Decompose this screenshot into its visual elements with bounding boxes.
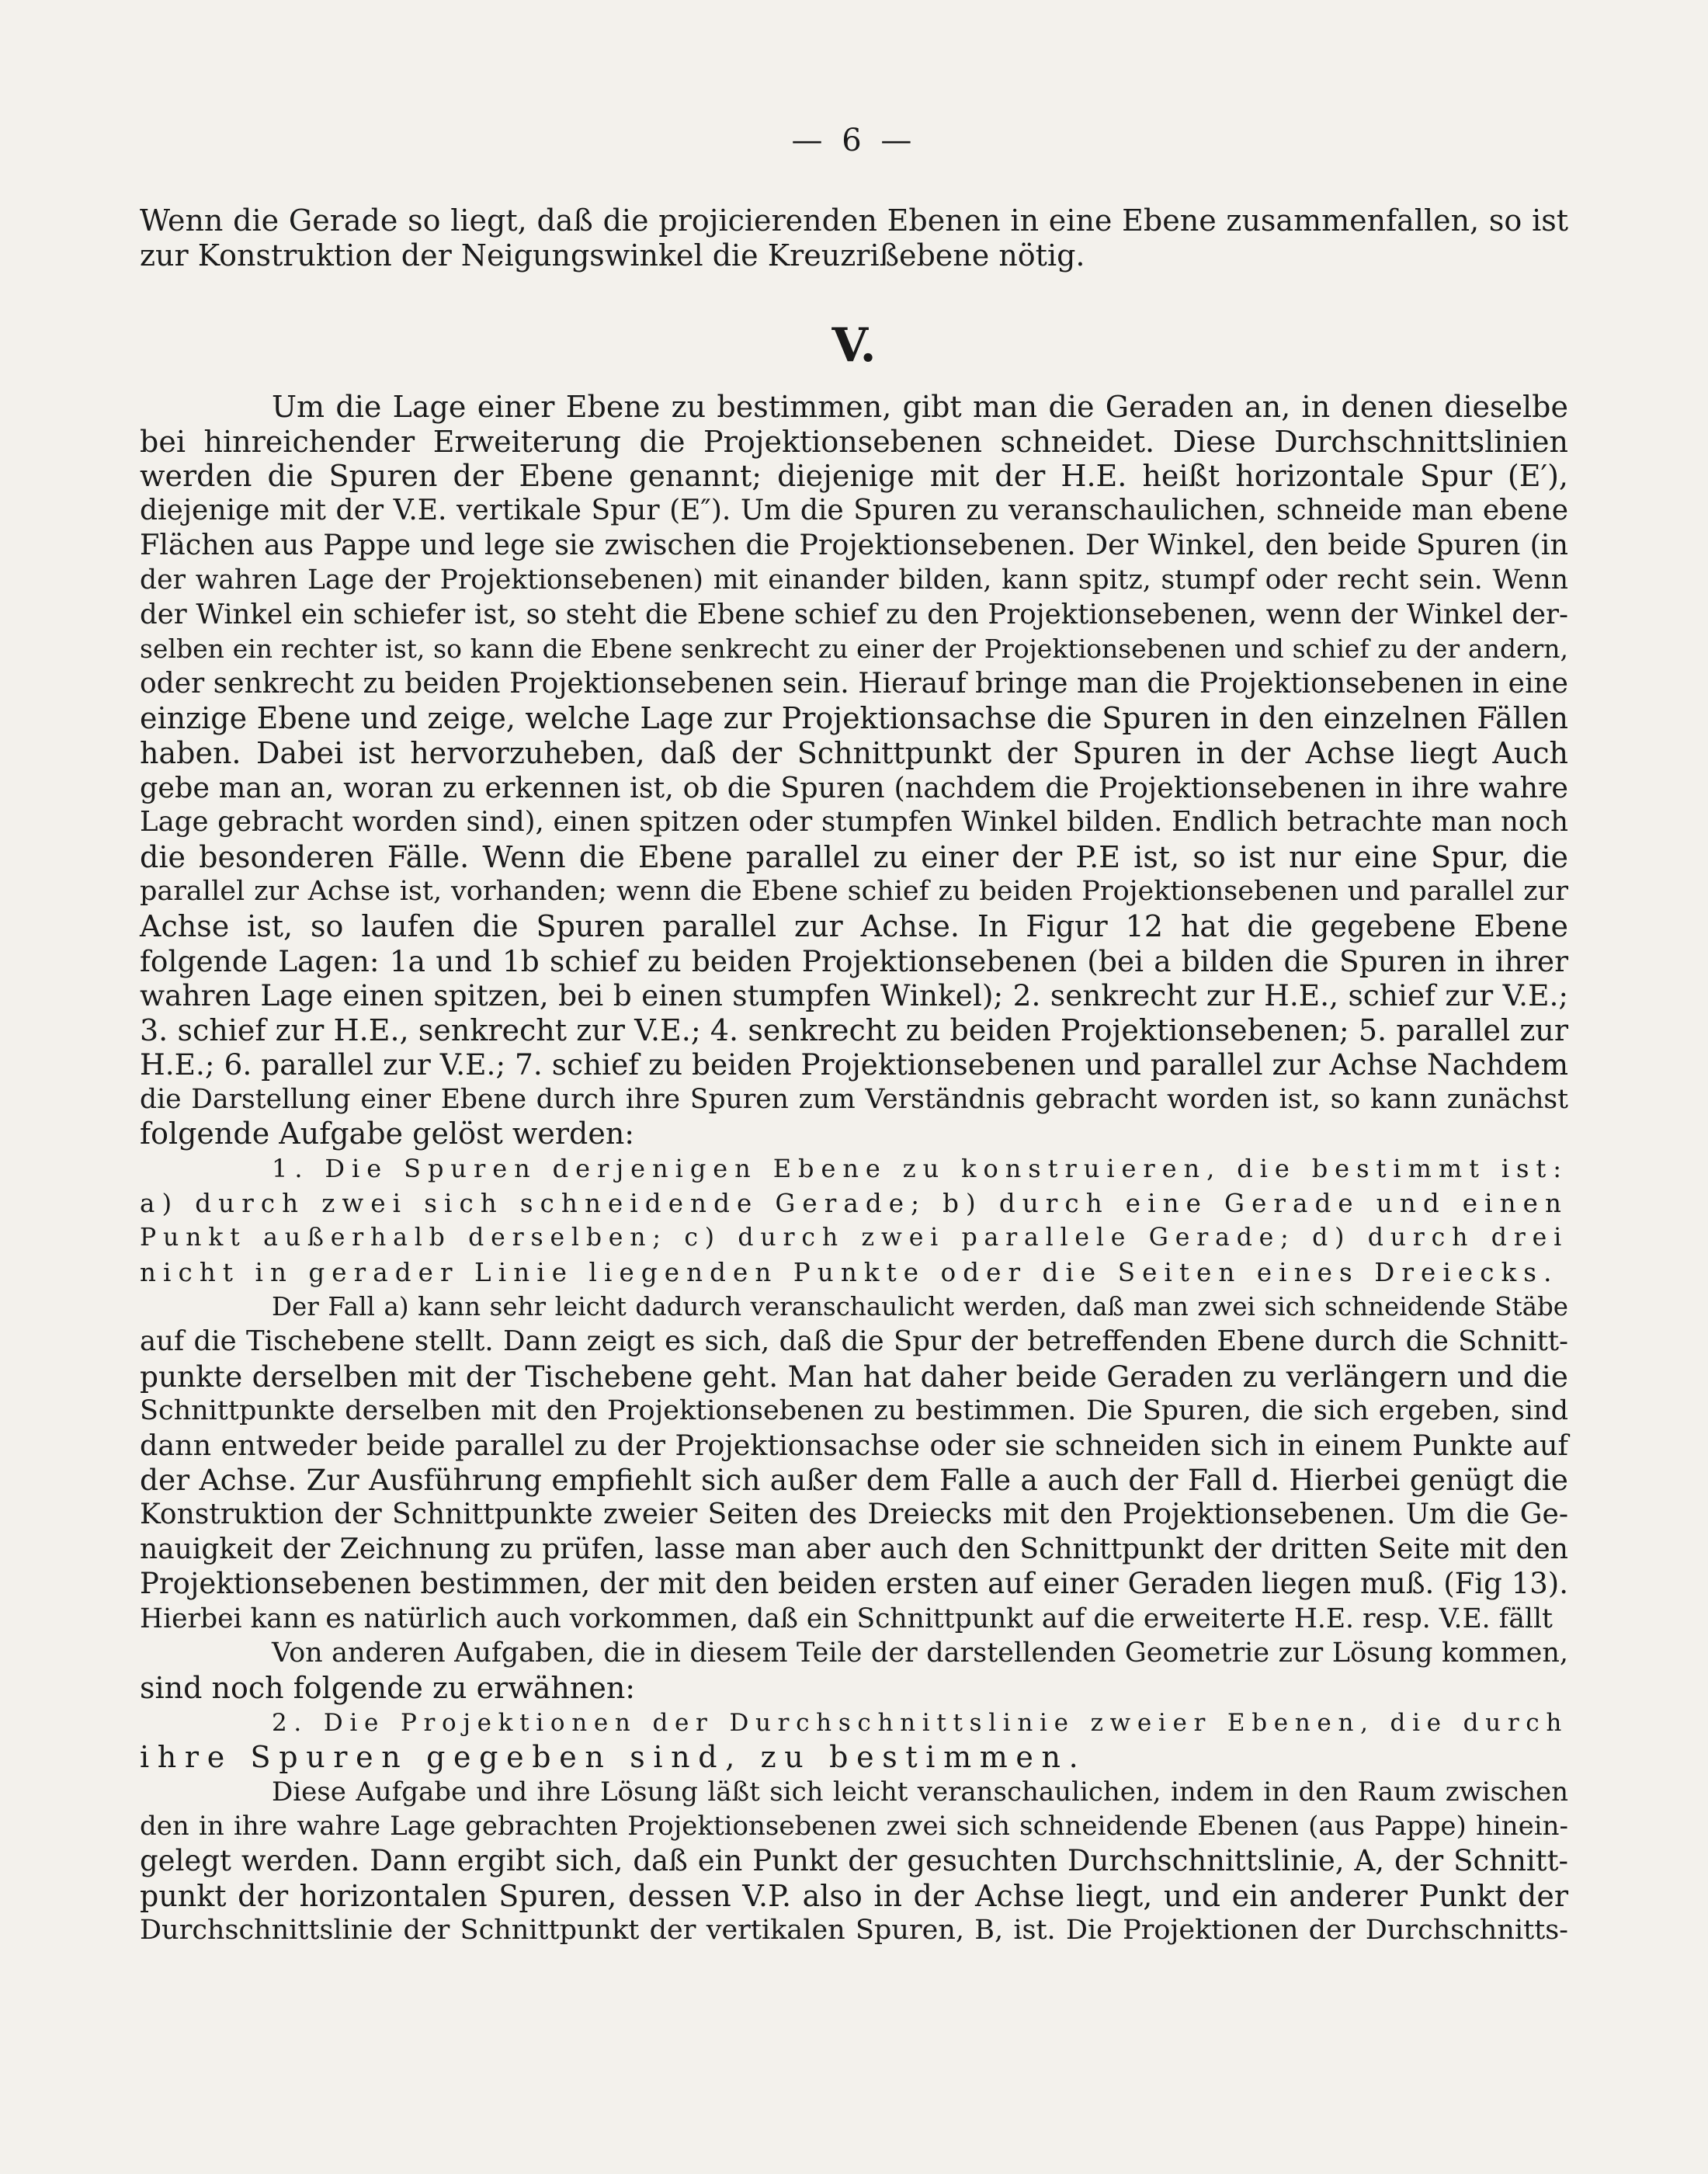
text-line: haben. Dabei ist hervorzuheben, daß der Schnittpunkt der Spuren in der Achse liegt Auch: [140, 735, 1568, 770]
text-line: 3. schief zur H.E., senkrecht zur V.E.; 4. senkrecht zu beiden Projektionsebenen; 5. parallel zur: [140, 1012, 1568, 1047]
text-line: gelegt werden. Dann ergibt sich, daß ein Punkt der gesuchten Durchschnittslinie, A, der Schnitt-: [140, 1843, 1568, 1877]
section-heading: V.: [831, 318, 877, 373]
text-line: punkt der horizontalen Spuren, dessen V.P. also in der Achse liegt, und ein anderer Punkt der: [140, 1878, 1568, 1913]
text-line: Durchschnittslinie der Schnittpunkt der vertikalen Spuren, B, ist. Die Projektionen der Durchschnitts-: [140, 1915, 1568, 1947]
text-line: sind noch folgende zu erwähnen:: [140, 1670, 636, 1705]
text-line: zur Konstruktion der Neigungswinkel die Kreuzrißebene nötig.: [140, 238, 1085, 273]
text-line: selben ein rechter ist, so kann die Ebene senkrecht zu einer der Projektionsebenen und schief zu der andern,: [140, 634, 1568, 665]
text-line: nauigkeit der Zeichnung zu prüfen, lasse man aber auch den Schnittpunkt der dritten Seite mit den: [140, 1533, 1568, 1565]
text-line: werden die Spuren der Ebene genannt; diejenige mit der H.E. heißt horizontale Spur (E′),: [140, 459, 1568, 494]
text-line: oder senkrecht zu beiden Projektionsebenen sein. Hierauf bringe man die Projektionsebenen in eine: [140, 667, 1568, 700]
text-line: der Achse. Zur Ausführung empfiehlt sich außer dem Falle a auch der Fall d. Hierbei genügt die: [140, 1463, 1568, 1498]
text-line: Konstruktion der Schnittpunkte zweier Seiten des Dreiecks mit den Projektionsebenen. Um die Ge-: [140, 1499, 1568, 1530]
text-line: wahren Lage einen spitzen, bei b einen stumpfen Winkel); 2. senkrecht zur H.E., schief zur V.E.;: [140, 978, 1568, 1013]
text-line: bei hinreichender Erweiterung die Projektionsebenen schneidet. Diese Durchschnittslinien: [140, 424, 1568, 459]
text-line: gebe man an, woran zu erkennen ist, ob die Spuren (nachdem die Projektionsebenen in ihre wahre: [140, 770, 1568, 804]
text-line: parallel zur Achse ist, vorhanden; wenn die Ebene schief zu beiden Projektionsebenen und parallel zur: [140, 876, 1568, 908]
task-heading-line: 2. Die Projektionen der Durchschnittslinie zweier Ebenen, die durch: [272, 1708, 1568, 1737]
page-number: — 6 —: [791, 123, 917, 158]
text-line: Wenn die Gerade so liegt, daß die projicierenden Ebenen in eine Ebene zusammenfallen, so ist: [140, 203, 1568, 238]
text-line: Achse ist, so laufen die Spuren parallel zur Achse. In Figur 12 hat die gegebene Ebene: [140, 908, 1568, 943]
text-line: Projektionsebenen bestimmen, der mit den beiden ersten auf einer Geraden liegen muß. (Fig 13).: [140, 1567, 1568, 1601]
task-heading-line: ihre Spuren gegeben sind, zu bestimmen.: [140, 1740, 1087, 1775]
task-heading-line: 1. Die Spuren derjenigen Ebene zu konstruieren, die bestimmt ist:: [272, 1154, 1568, 1184]
text-line: Hierbei kann es natürlich auch vorkommen, daß ein Schnittpunkt auf die erweiterte H.E. resp. V.E. fällt: [140, 1603, 1553, 1634]
text-line: der Winkel ein schiefer ist, so steht die Ebene schief zu den Projektionsebenen, wenn der Winkel der-: [140, 598, 1568, 630]
text-line: dann entweder beide parallel zu der Projektionsachse oder sie schneiden sich in einem Punkte auf: [140, 1428, 1568, 1462]
text-line: folgende Aufgabe gelöst werden:: [140, 1117, 635, 1151]
text-line: H.E.; 6. parallel zur V.E.; 7. schief zu beiden Projektionsebenen und parallel zur Achse Nachdem: [140, 1047, 1568, 1082]
intro-paragraph: [140, 203, 1568, 273]
body-text: [140, 390, 1568, 1948]
text-line: den in ihre wahre Lage gebrachten Projektionsebenen zwei sich schneidende Ebenen (aus Pappe) hinein-: [140, 1811, 1568, 1842]
text-line: auf die Tischebene stellt. Dann zeigt es sich, daß die Spur der betreffenden Ebene durch die Schnitt-: [140, 1325, 1568, 1358]
text-line: Diese Aufgabe und ihre Lösung läßt sich leicht veranschaulichen, indem in den Raum zwischen: [272, 1776, 1568, 1808]
text-line: einzige Ebene und zeige, welche Lage zur Projektionsachse die Spuren in den einzelnen Fällen: [140, 701, 1568, 736]
text-line: folgende Lagen: 1a und 1b schief zu beiden Projektionsebenen (bei a bilden die Spuren in ihrer: [140, 943, 1568, 978]
text-line: Schnittpunkte derselben mit den Projektionsebenen zu bestimmen. Die Spuren, die sich ergeben, sind: [140, 1395, 1568, 1427]
text-line: Von anderen Aufgaben, die in diesem Teile der darstellenden Geometrie zur Lösung kommen,: [272, 1637, 1568, 1669]
text-line: diejenige mit der V.E. vertikale Spur (E″). Um die Spuren zu veranschaulichen, schneide man ebene: [140, 494, 1568, 526]
text-line: der wahren Lage der Projektionsebenen) mit einander bilden, kann spitz, stumpf oder recht sein. Wenn: [140, 564, 1568, 596]
text-line: Der Fall a) kann sehr leicht dadurch veranschaulicht werden, daß man zwei sich schneidende Stäbe: [272, 1292, 1568, 1322]
text-line: die besonderen Fälle. Wenn die Ebene parallel zu einer der P.E ist, so ist nur eine Spur, die: [140, 839, 1568, 874]
text-line: punkte derselben mit der Tischebene geht. Man hat daher beide Geraden zu verlängern und die: [140, 1359, 1568, 1394]
task-heading-line: nicht in gerader Linie liegenden Punkte oder die Seiten eines Dreiecks.: [140, 1257, 1559, 1287]
text-line: die Darstellung einer Ebene durch ihre Spuren zum Verständnis gebracht worden ist, so kann zunächst: [140, 1083, 1568, 1115]
task-heading-line: a) durch zwei sich schneidende Gerade; b) durch eine Gerade und einen: [140, 1188, 1568, 1218]
text-line: Flächen aus Pappe und lege sie zwischen die Projektionsebenen. Der Winkel, den beide Spuren (in: [140, 528, 1568, 562]
text-line: Lage gebracht worden sind), einen spitzen oder stumpfen Winkel bilden. Endlich betrachte man noch: [140, 806, 1568, 839]
task-heading-line: Punkt außerhalb derselben; c) durch zwei parallele Gerade; d) durch drei: [140, 1224, 1568, 1252]
text-line: Um die Lage einer Ebene zu bestimmen, gibt man die Geraden an, in denen dieselbe: [272, 390, 1568, 424]
